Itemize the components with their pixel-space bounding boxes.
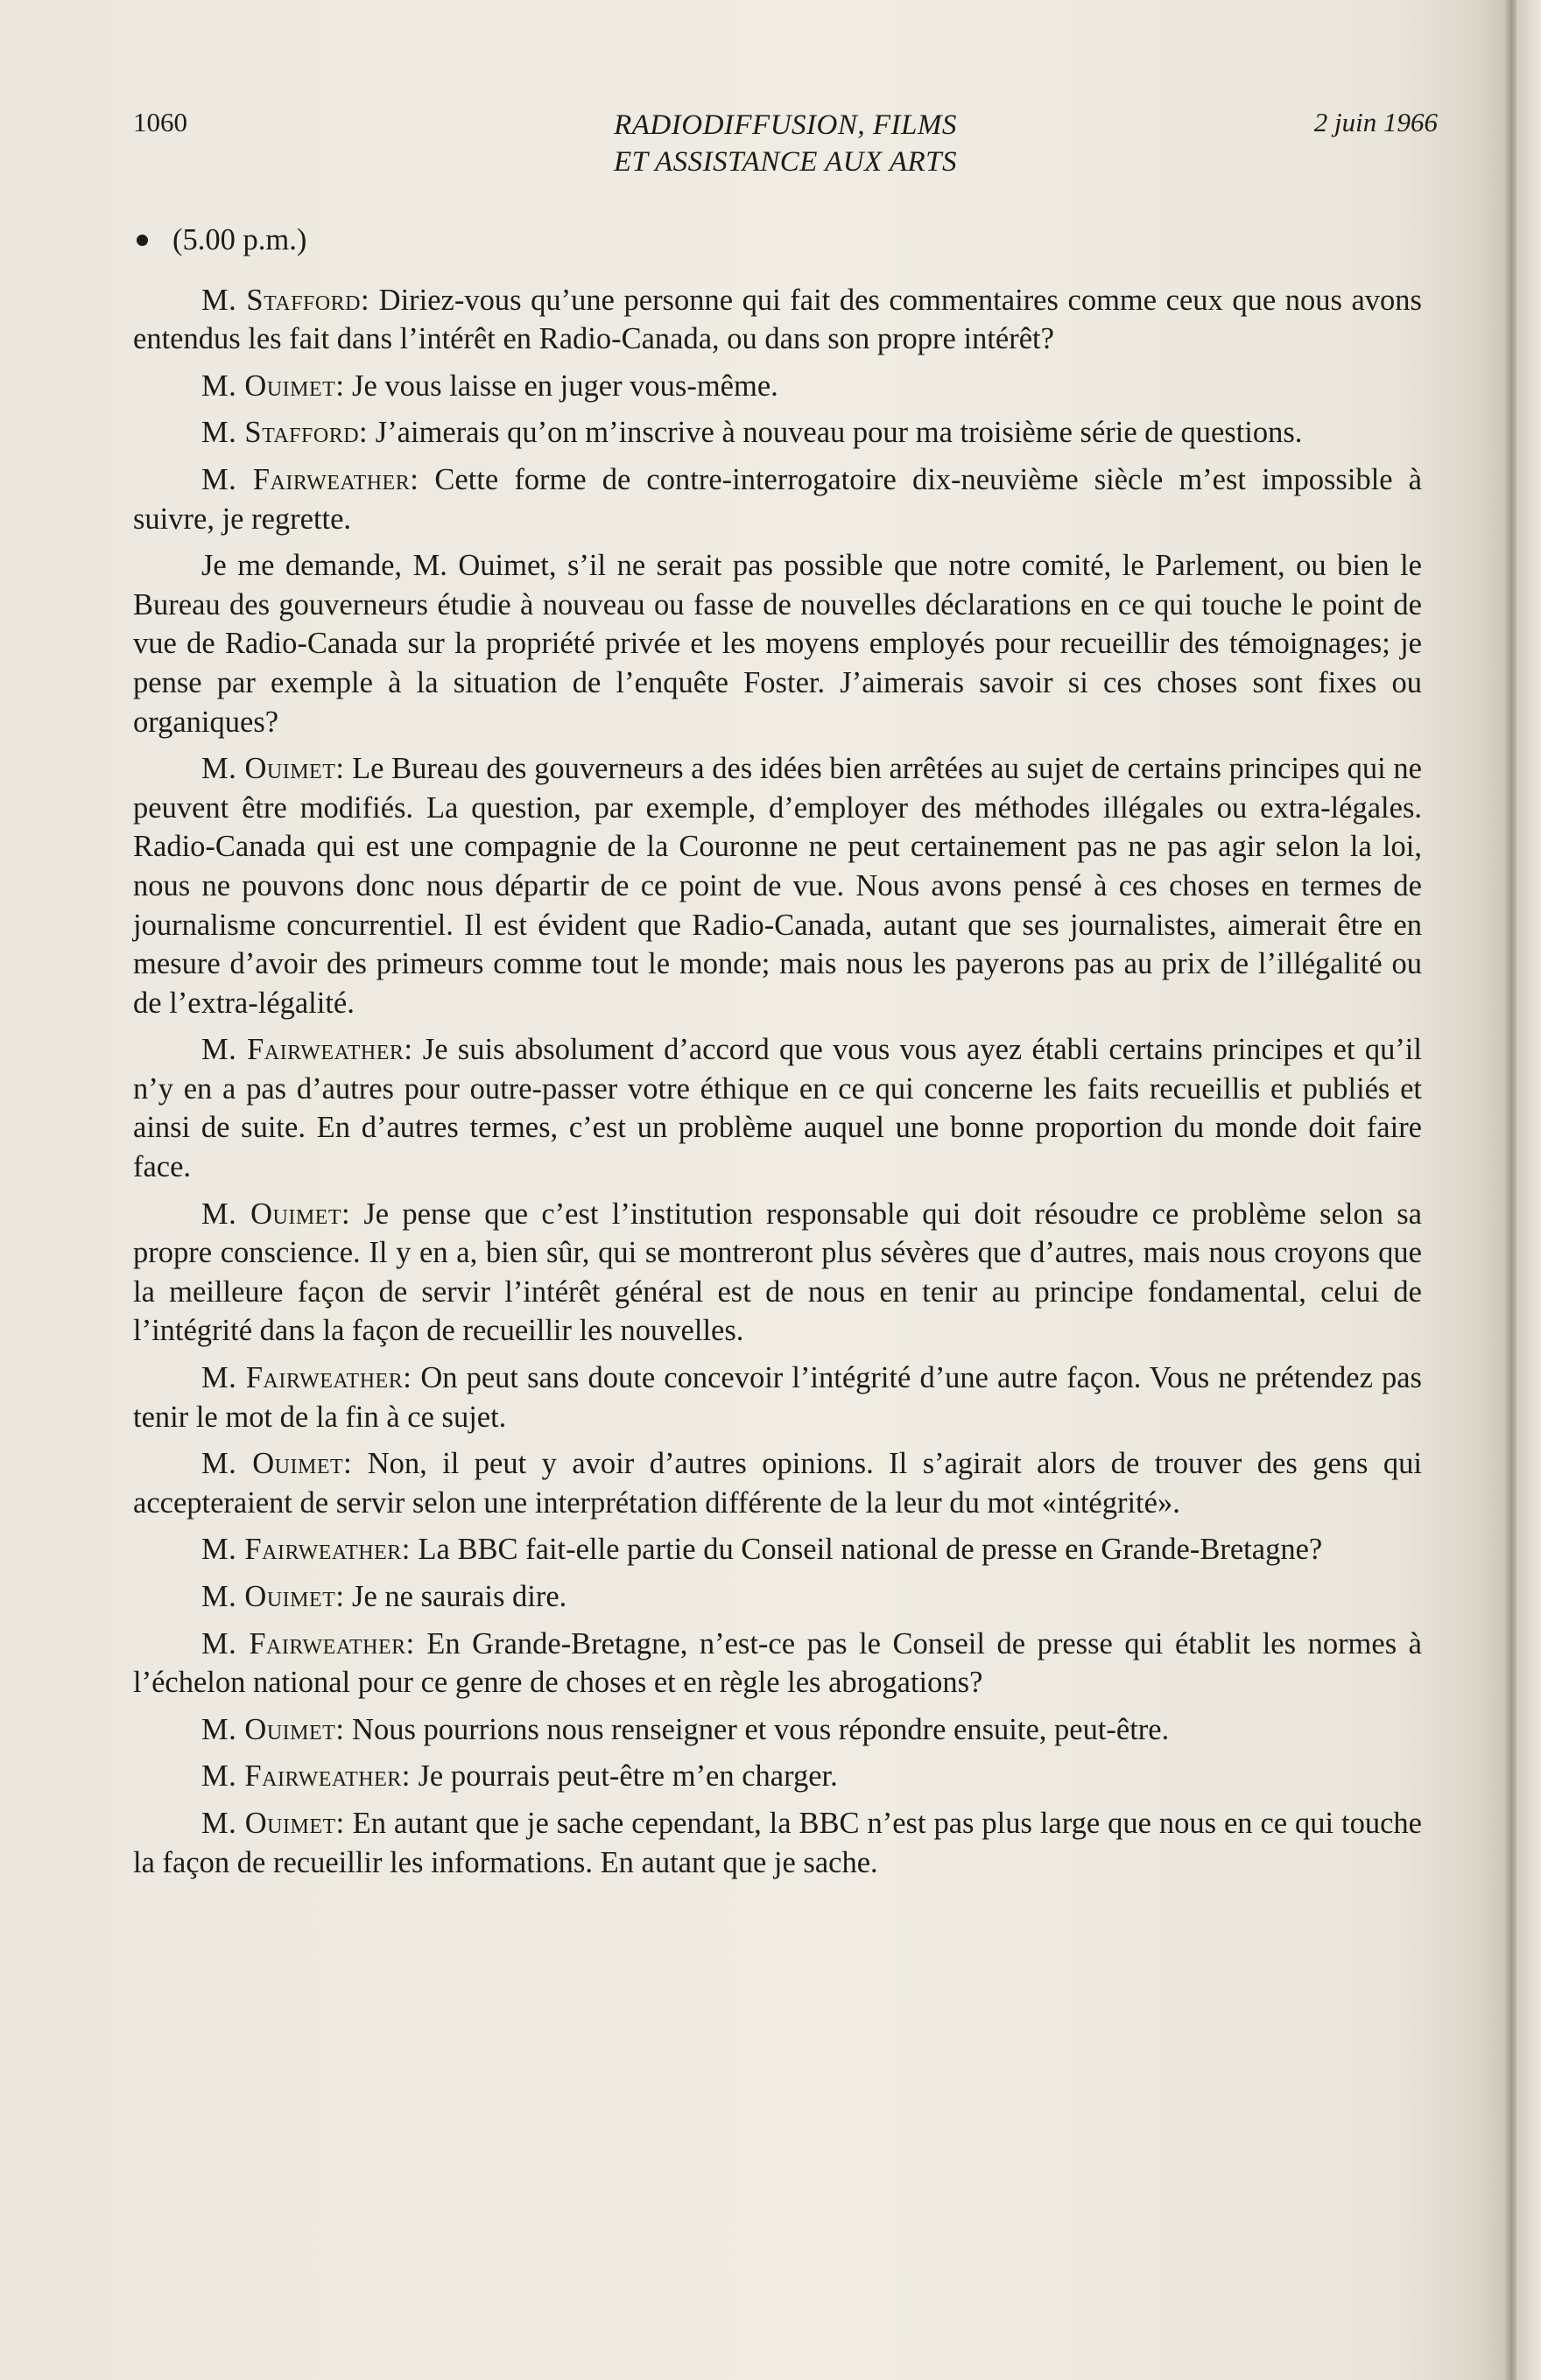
transcript-paragraph bbox=[133, 1195, 1422, 1351]
paragraph-text: Je pense que c’est l’institution responsable qui doit résoudre ce problème selon sa propre conscience. Il y en a, bien sûr, qui se montreront plus sévères que d’autres, mais nous croyons que la meilleure façon de servir l’intérêt général est de nous en tenir au principe fondamental, celui de l’intégrité dans la façon de recueillir les nouvelles. bbox=[133, 1197, 1422, 1348]
paragraph-text: Je ne saurais dire. bbox=[344, 1580, 567, 1613]
transcript-paragraph bbox=[133, 1030, 1422, 1186]
speaker-name: M. Stafford: bbox=[201, 416, 369, 450]
transcript-paragraph bbox=[133, 1804, 1422, 1882]
binding-shadow bbox=[1504, 0, 1516, 2380]
transcript-paragraph bbox=[133, 1577, 1422, 1617]
header-date: 2 juin 1966 bbox=[1313, 107, 1438, 137]
speaker-name: M. Fairweather: bbox=[201, 1626, 415, 1660]
speaker-name: M. Fairweather: bbox=[201, 1033, 413, 1067]
time-marker bbox=[133, 221, 1422, 260]
speaker-name: M. Fairweather: bbox=[201, 1361, 412, 1395]
page-header bbox=[133, 107, 1438, 186]
running-title-line-1: RADIODIFFUSION, FILMS bbox=[614, 109, 957, 141]
bullet-icon bbox=[137, 235, 148, 246]
paragraph-text: Diriez-vous qu’une personne qui fait des commentaires comme ceux que nous avons entendus les fait dans l’intérêt en Radio-Canada, ou dans son propre intérêt? bbox=[133, 283, 1422, 356]
paragraph-text: Je me demande, M. Ouimet, s’il ne serait pas possible que notre comité, le Parlement, ou bien le Bureau des gouverneurs étudie à nouveau ou fasse de nouvelles déclarations en ce qui touche le point de vue de Radio-Canada sur la propriété privée et les moyens employés pour recueillir des témoignages; je pense par exemple à la situation de l’enquête Foster. J’aimerais savoir si ces choses sont fixes ou organiques? bbox=[133, 549, 1422, 739]
running-title bbox=[133, 107, 1438, 180]
speaker-name: M. Fairweather: bbox=[201, 462, 419, 496]
paragraph-text: En Grande-Bretagne, n’est-ce pas le Conseil de presse qui établit les normes à l’échelon national pour ce genre de choses et en règle les abrogations? bbox=[133, 1626, 1422, 1700]
paragraph-text: Non, il peut y avoir d’autres opinions. Il s’agirait alors de trouver des gens qui accepteraient de servir selon une interprétation différente de la leur du mot «intégrité». bbox=[133, 1447, 1422, 1520]
transcript-paragraph bbox=[133, 1530, 1422, 1569]
transcript-paragraph bbox=[133, 749, 1422, 1022]
paragraph-text: Nous pourrions nous renseigner et vous répondre ensuite, peut-être. bbox=[344, 1712, 1170, 1746]
transcript-paragraph bbox=[133, 1444, 1422, 1522]
speaker-name: M. Ouimet: bbox=[201, 1712, 345, 1746]
speaker-name: M. Ouimet: bbox=[201, 1197, 351, 1231]
speaker-name: M. Ouimet: bbox=[201, 752, 345, 786]
transcript-paragraph bbox=[133, 1358, 1422, 1436]
speaker-name: M. Fairweather: bbox=[201, 1759, 411, 1794]
transcript-paragraph bbox=[133, 546, 1422, 741]
paragraph-text: Je pourrais peut-être m’en charger. bbox=[410, 1759, 838, 1794]
running-title-line-2: ET ASSISTANCE AUX ARTS bbox=[613, 146, 958, 178]
speaker-name: M. Stafford: bbox=[201, 283, 370, 317]
paragraph-text: On peut sans doute concevoir l’intégrité d’une autre façon. Vous ne prétendez pas tenir le mot de la fin à ce sujet. bbox=[133, 1361, 1422, 1434]
paragraph-text: Je suis absolument d’accord que vous vous ayez établi certains principes et qu’il n’y en a pas d’autres pour outre-passer votre éthique en ce qui concerne les faits recueillis et publiés et ainsi de suite. En d’autres termes, c’est un problème auquel une bonne proportion du monde doit faire face. bbox=[133, 1033, 1422, 1184]
paragraph-text: La BBC fait-elle partie du Conseil national de presse en Grande-Bretagne? bbox=[410, 1533, 1323, 1567]
transcript-paragraph bbox=[133, 367, 1422, 406]
transcript-paragraph bbox=[133, 1757, 1422, 1796]
paragraph-text: J’aimerais qu’on m’inscrive à nouveau pour ma troisième série de questions. bbox=[368, 416, 1303, 450]
transcript-paragraph bbox=[133, 1625, 1422, 1703]
transcript-body bbox=[133, 221, 1422, 1890]
paragraph-text: Je vous laisse en juger vous-même. bbox=[344, 369, 778, 403]
time-marker-label: (5.00 p.m.) bbox=[172, 223, 307, 256]
speaker-name: M. Fairweather: bbox=[201, 1533, 411, 1567]
transcript-paragraph bbox=[133, 460, 1422, 538]
transcript-paragraph bbox=[133, 1710, 1422, 1750]
transcript-paragraph bbox=[133, 413, 1422, 453]
paragraph-text: Cette forme de contre-interrogatoire dix-neuvième siècle m’est impossible à suivre, je regrette. bbox=[133, 462, 1422, 536]
speaker-name: M. Ouimet: bbox=[201, 1447, 353, 1481]
transcript-paragraph bbox=[133, 281, 1422, 359]
speaker-name: M. Ouimet: bbox=[201, 369, 345, 403]
speaker-name: M. Ouimet: bbox=[201, 1806, 345, 1840]
speaker-name: M. Ouimet: bbox=[201, 1580, 345, 1613]
paragraph-text: Le Bureau des gouverneurs a des idées bien arrêtées au sujet de certains principes qui ne peuvent être modifiés. La question, par exemple, d’employer des méthodes illégales ou extra-légales. Radio-Canada qui est une compagnie de la Couronne ne peut certainement pas ne pas agir selon la loi, nous ne pouvons donc nous départir de ce point de vue. Nous avons pensé à ces choses en termes de journalisme concurrentiel. Il est évident que Radio-Canada, autant que ses journalistes, aimerait être en mesure d’avoir des primeurs comme tout le monde; mais nous les payerons pas au prix de l’illégalité ou de l’extra-légalité. bbox=[133, 752, 1422, 1020]
paragraph-text: En autant que je sache cependant, la BBC n’est pas plus large que nous en ce qui touche la façon de recueillir les informations. En autant que je sache. bbox=[133, 1806, 1422, 1879]
page-number: 1060 bbox=[133, 107, 187, 137]
